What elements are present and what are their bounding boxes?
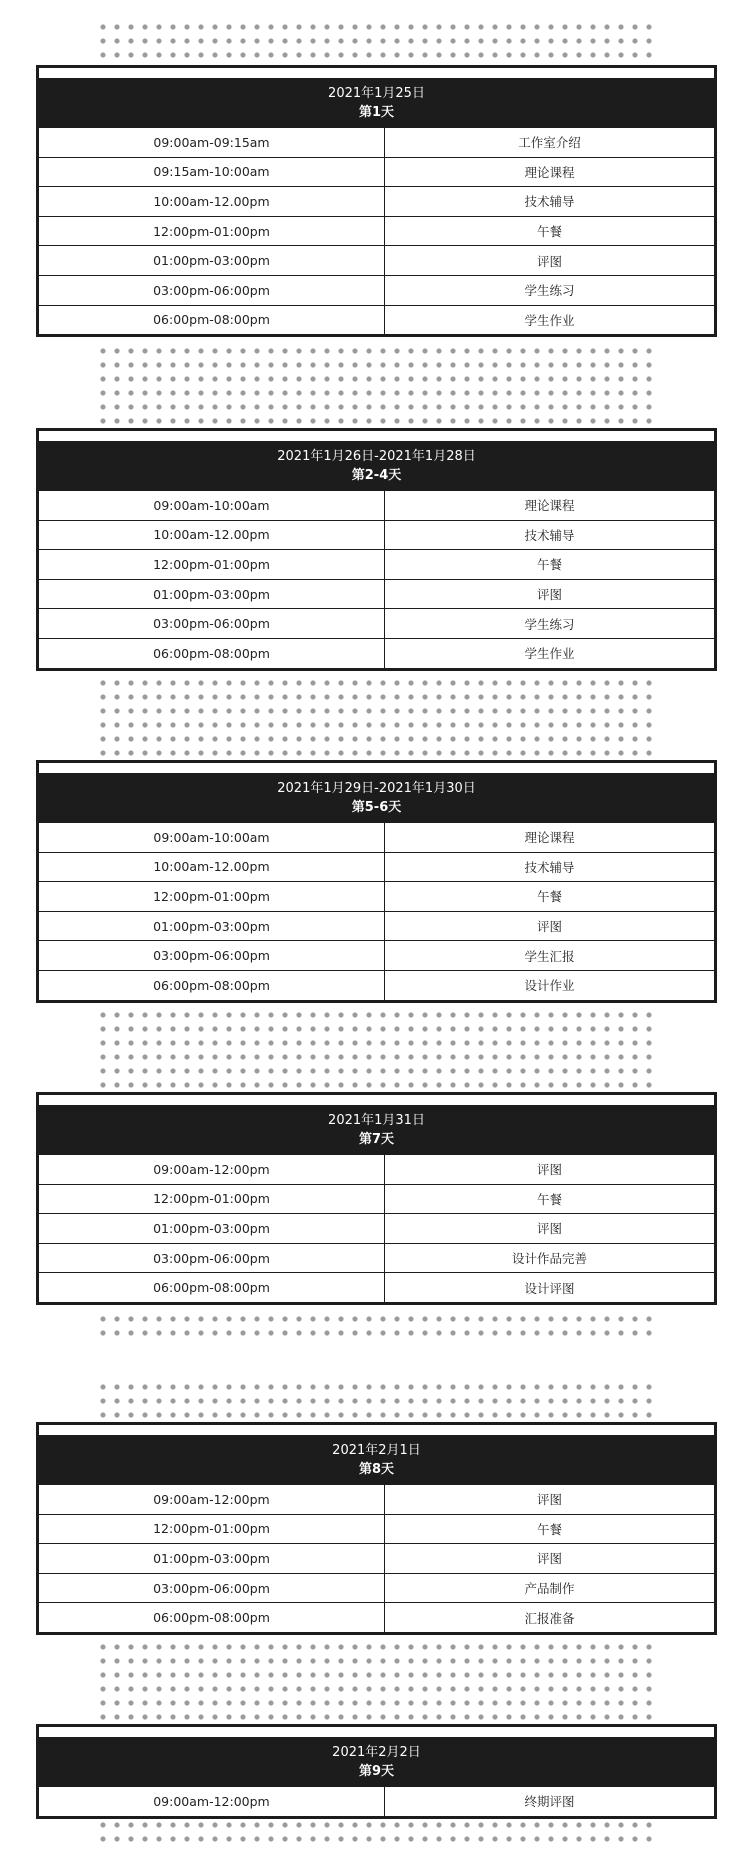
table-row <box>39 822 714 852</box>
activity-cell: 评图 <box>536 1551 562 1567</box>
table-row <box>39 1154 714 1184</box>
table-date: 2021年1月29日-2021年1月30日 <box>277 780 476 796</box>
dot-pattern-decoration <box>96 1818 656 1846</box>
table-row <box>39 520 714 550</box>
time-cell: 01:00pm-03:00pm <box>39 1544 385 1573</box>
table-row <box>39 549 714 579</box>
activity-cell: 评图 <box>536 587 562 603</box>
table-row <box>39 970 714 1000</box>
activity-cell: 设计作业 <box>524 978 575 994</box>
time-cell: 09:00am-12:00pm <box>39 1485 385 1514</box>
activity-cell: 评图 <box>536 253 562 269</box>
dot-pattern-decoration <box>96 20 656 62</box>
time-cell: 03:00pm-06:00pm <box>39 941 385 970</box>
time-cell: 09:00am-12:00pm <box>39 1787 385 1816</box>
table-top-gap <box>39 1095 714 1105</box>
schedule-table-day-7 <box>36 1092 717 1305</box>
time-cell: 01:00pm-03:00pm <box>39 246 385 275</box>
table-date: 2021年1月31日 <box>328 1112 425 1128</box>
time-cell: 03:00pm-06:00pm <box>39 276 385 305</box>
table-date: 2021年1月26日-2021年1月28日 <box>277 448 476 464</box>
table-day-label: 第7天 <box>358 1131 395 1147</box>
table-row <box>39 490 714 520</box>
table-row <box>39 1243 714 1273</box>
table-row <box>39 157 714 187</box>
time-cell: 06:00pm-08:00pm <box>39 306 385 335</box>
table-row <box>39 1184 714 1214</box>
table-row <box>39 1514 714 1544</box>
activity-cell: 午餐 <box>536 1191 562 1207</box>
activity-cell: 评图 <box>536 919 562 935</box>
table-date: 2021年2月2日 <box>332 1744 421 1760</box>
activity-cell: 技术辅导 <box>524 859 575 875</box>
activity-cell: 技术辅导 <box>524 527 575 543</box>
activity-cell: 学生作业 <box>524 646 575 662</box>
dot-pattern-decoration <box>96 344 656 428</box>
time-cell: 09:15am-10:00am <box>39 158 385 187</box>
time-cell: 03:00pm-06:00pm <box>39 1244 385 1273</box>
activity-cell: 工作室介绍 <box>518 135 581 151</box>
dot-pattern-decoration <box>96 1008 656 1092</box>
table-row <box>39 1213 714 1243</box>
table-row <box>39 1602 714 1632</box>
table-top-gap <box>39 68 714 78</box>
dot-pattern-decoration <box>96 676 656 760</box>
time-cell: 06:00pm-08:00pm <box>39 639 385 668</box>
time-cell: 06:00pm-08:00pm <box>39 971 385 1000</box>
time-cell: 12:00pm-01:00pm <box>39 550 385 579</box>
table-top-gap <box>39 1425 714 1435</box>
table-row <box>39 216 714 246</box>
activity-cell: 理论课程 <box>524 164 575 180</box>
activity-cell: 设计作品完善 <box>511 1251 587 1267</box>
table-day-label: 第2-4天 <box>351 467 402 483</box>
activity-cell: 理论课程 <box>524 498 575 514</box>
activity-cell: 午餐 <box>536 1521 562 1537</box>
time-cell: 10:00am-12.00pm <box>39 853 385 882</box>
dot-pattern-decoration <box>96 1312 656 1340</box>
table-row <box>39 127 714 157</box>
time-cell: 06:00pm-08:00pm <box>39 1603 385 1632</box>
time-cell: 03:00pm-06:00pm <box>39 609 385 638</box>
time-cell: 09:00am-12:00pm <box>39 1155 385 1184</box>
table-header <box>39 1737 714 1786</box>
time-cell: 01:00pm-03:00pm <box>39 1214 385 1243</box>
activity-cell: 设计评图 <box>524 1280 575 1296</box>
table-row <box>39 638 714 668</box>
time-cell: 06:00pm-08:00pm <box>39 1273 385 1302</box>
activity-cell: 评图 <box>536 1221 562 1237</box>
table-header <box>39 1435 714 1484</box>
activity-cell: 终期评图 <box>524 1794 575 1810</box>
activity-cell: 产品制作 <box>524 1581 575 1597</box>
table-row <box>39 608 714 638</box>
activity-cell: 午餐 <box>536 889 562 905</box>
table-header <box>39 1105 714 1154</box>
time-cell: 09:00am-10:00am <box>39 823 385 852</box>
activity-cell: 午餐 <box>536 557 562 573</box>
activity-cell: 学生作业 <box>524 312 575 328</box>
table-row <box>39 852 714 882</box>
table-row <box>39 1484 714 1514</box>
time-cell: 12:00pm-01:00pm <box>39 1515 385 1544</box>
table-row <box>39 1272 714 1302</box>
table-row <box>39 186 714 216</box>
table-date: 2021年2月1日 <box>332 1442 421 1458</box>
table-day-label: 第9天 <box>358 1763 395 1779</box>
table-header <box>39 441 714 490</box>
time-cell: 01:00pm-03:00pm <box>39 580 385 609</box>
activity-cell: 学生汇报 <box>524 948 575 964</box>
table-top-gap <box>39 431 714 441</box>
table-header <box>39 78 714 127</box>
schedule-table-day-1 <box>36 65 717 337</box>
activity-cell: 汇报准备 <box>524 1610 575 1626</box>
time-cell: 10:00am-12.00pm <box>39 187 385 216</box>
table-row <box>39 245 714 275</box>
schedule-table-day-8 <box>36 1422 717 1635</box>
time-cell: 09:00am-09:15am <box>39 128 385 157</box>
activity-cell: 学生练习 <box>524 283 575 299</box>
activity-cell: 理论课程 <box>524 830 575 846</box>
table-day-label: 第5-6天 <box>351 799 402 815</box>
time-cell: 12:00pm-01:00pm <box>39 882 385 911</box>
activity-cell: 评图 <box>536 1492 562 1508</box>
time-cell: 09:00am-10:00am <box>39 491 385 520</box>
activity-cell: 学生练习 <box>524 616 575 632</box>
table-row <box>39 1573 714 1603</box>
table-row <box>39 275 714 305</box>
table-day-label: 第8天 <box>358 1461 395 1477</box>
activity-cell: 评图 <box>536 1162 562 1178</box>
table-row <box>39 1786 714 1816</box>
dot-pattern-decoration <box>96 1640 656 1724</box>
dot-pattern-decoration <box>96 1380 656 1422</box>
time-cell: 03:00pm-06:00pm <box>39 1574 385 1603</box>
time-cell: 10:00am-12.00pm <box>39 521 385 550</box>
time-cell: 12:00pm-01:00pm <box>39 1185 385 1214</box>
table-top-gap <box>39 763 714 773</box>
table-row <box>39 579 714 609</box>
table-row <box>39 305 714 335</box>
schedule-table-day-2-4 <box>36 428 717 671</box>
schedule-table-day-5-6 <box>36 760 717 1003</box>
table-day-label: 第1天 <box>358 104 395 120</box>
schedule-table-day-9 <box>36 1724 717 1819</box>
table-row <box>39 1543 714 1573</box>
activity-cell: 技术辅导 <box>524 194 575 210</box>
table-top-gap <box>39 1727 714 1737</box>
table-row <box>39 881 714 911</box>
activity-cell: 午餐 <box>536 224 562 240</box>
time-cell: 12:00pm-01:00pm <box>39 217 385 246</box>
table-date: 2021年1月25日 <box>328 85 425 101</box>
table-row <box>39 940 714 970</box>
table-header <box>39 773 714 822</box>
time-cell: 01:00pm-03:00pm <box>39 912 385 941</box>
table-row <box>39 911 714 941</box>
